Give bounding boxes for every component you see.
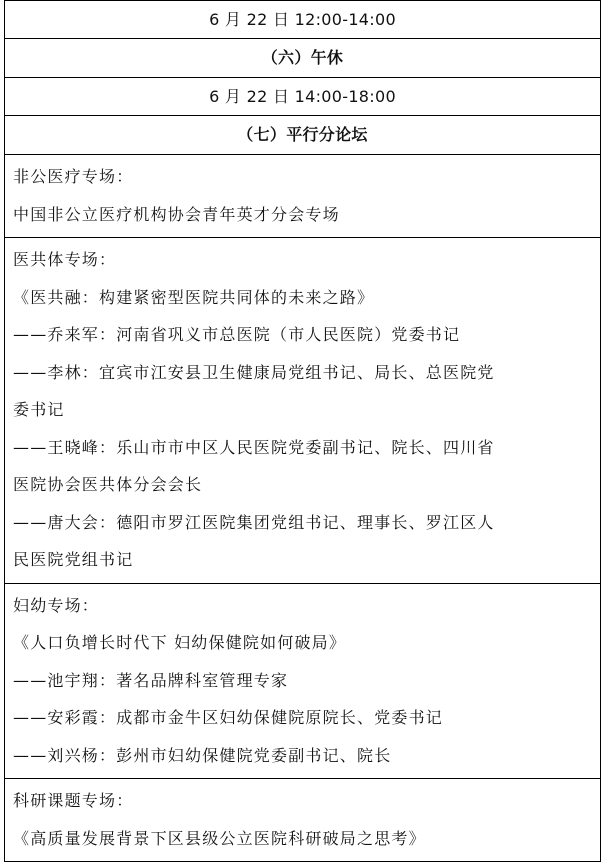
speaker-line: ——王晓峰：乐山市市中区人民医院党委副书记、院长、四川省 (13, 437, 495, 457)
speaker-line: 民医院党组书记 (13, 550, 134, 569)
forum-topic: 《人口负增长时代下 妇幼保健院如何破局》 (13, 633, 347, 652)
table-row (5, 779, 601, 862)
session-title-forums: （七）平行分论坛 (5, 116, 601, 155)
forum-topic: 《医共融：构建紧密型医院共同体的未来之路》 (13, 287, 375, 307)
forum-heading: 科研课题专场： (13, 791, 134, 810)
table-row (5, 1, 601, 39)
table-row (5, 78, 601, 116)
speaker-line: ——安彩霞：成都市金牛区妇幼保健院原院长、党委书记 (13, 708, 444, 727)
speaker-line: ——刘兴杨：彭州市妇幼保健院党委副书记、院长 (13, 745, 392, 765)
speaker-line: ——李林：宜宾市江安县卫生健康局党组书记、局长、总医院党 (13, 362, 495, 382)
forum-line: 中国非公立医疗机构协会青年英才分会专场 (13, 204, 340, 224)
table-row (5, 583, 601, 779)
time-slot-afternoon: 6 月 22 日 14:00-18:00 (5, 78, 601, 116)
forum-medical-community (5, 238, 601, 584)
speaker-line: ——池宇翔：著名品牌科室管理专家 (13, 670, 289, 690)
forum-heading: 医共体专场： (13, 250, 117, 269)
speaker-line: 委书记 (13, 400, 65, 419)
table-row (5, 39, 601, 78)
session-title-lunch: （六）午休 (5, 39, 601, 78)
forum-heading: 妇幼专场： (13, 595, 100, 615)
agenda-table (4, 0, 601, 862)
time-slot-noon: 6 月 22 日 12:00-14:00 (5, 1, 601, 39)
table-row (5, 155, 601, 238)
speaker-line: ——唐大会：德阳市罗江医院集团党组书记、理事长、罗江区人 (13, 512, 495, 532)
forum-heading: 非公医疗专场： (13, 167, 134, 186)
forum-topic: 《高质量发展背景下区县级公立医院科研破局之思考》 (13, 828, 426, 848)
forum-nonpublic (5, 155, 601, 238)
forum-maternal-child (5, 583, 601, 779)
speaker-line: ——乔来军：河南省巩义市总医院（市人民医院）党委书记 (13, 325, 461, 344)
speaker-line: 医院协会医共体分会会长 (13, 475, 203, 494)
forum-research (5, 779, 601, 862)
table-row (5, 238, 601, 584)
table-row (5, 116, 601, 155)
